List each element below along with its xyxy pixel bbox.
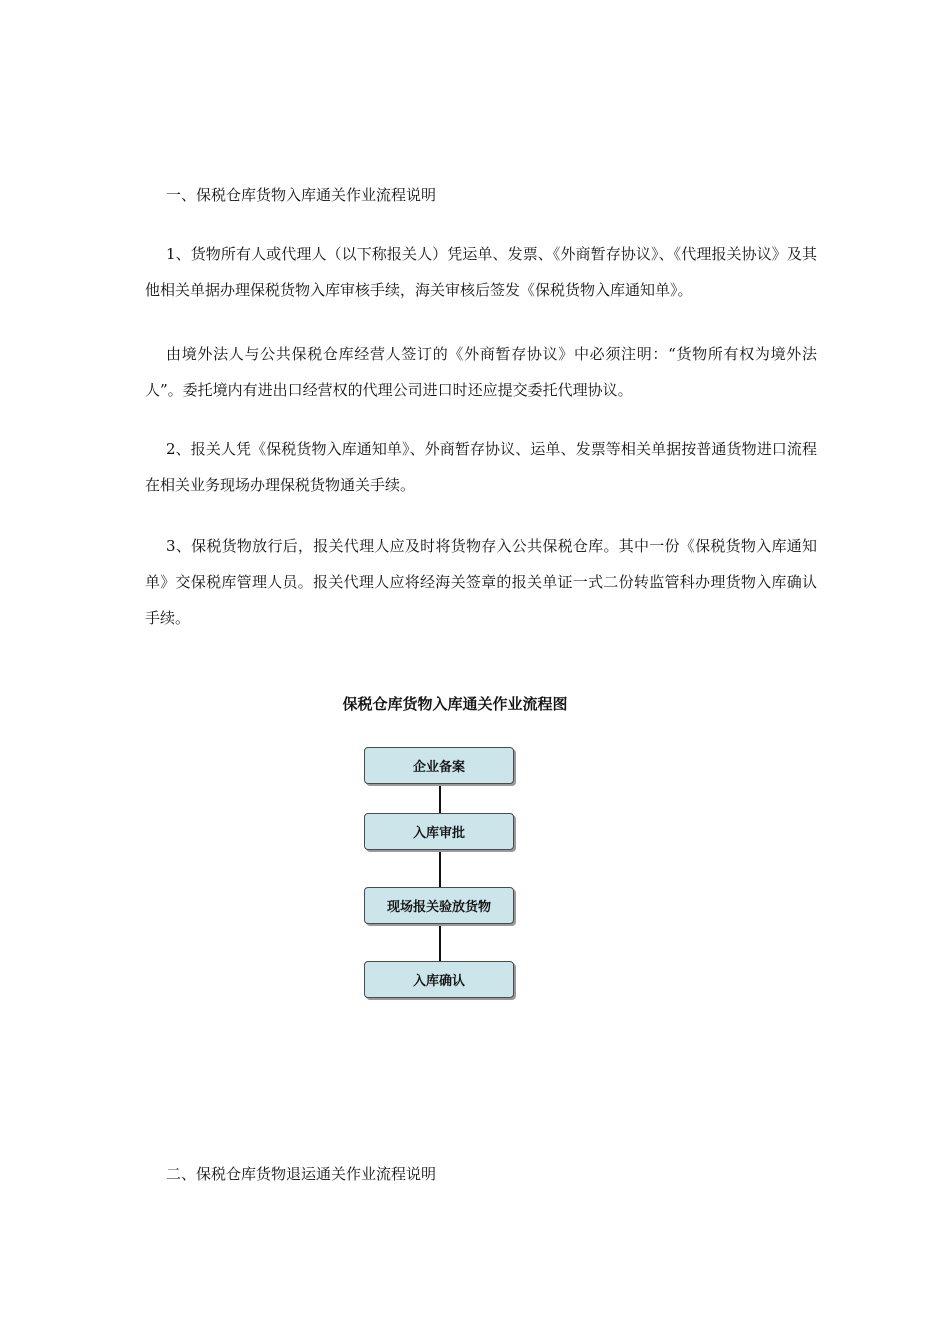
flow-connector: [439, 850, 441, 888]
flow-connector: [439, 784, 441, 814]
paragraph-3: 2、报关人凭《保税货物入库通知单》、外商暂存协议、运单、发票等相关单据按普通货物进口流程在相关业务现场办理保税货物通关手续。: [145, 440, 817, 494]
flowchart-title: 保税仓库货物入库通关作业流程图: [342, 695, 568, 713]
flow-connector: [439, 924, 441, 962]
paragraph-1: 1、货物所有人或代理人（以下称报关人）凭运单、发票、《外商暂存协议》、《代理报关协议》及其他相关单据办理保税货物入库审核手续，海关审核后签发《保税货物入库通知单》。: [145, 245, 817, 299]
flow-step: 企业备案: [364, 747, 514, 784]
paragraph-2: 由境外法人与公共保税仓库经营人签订的《外商暂存协议》中必须注明：“货物所有权为境外法人”。委托境内有进出口经营权的代理公司进口时还应提交委托代理协议。: [145, 345, 817, 399]
flow-step: 入库确认: [364, 961, 514, 998]
flow-step: 现场报关验放货物: [364, 887, 514, 924]
paragraph-4: 3、保税货物放行后，报关代理人应及时将货物存入公共保税仓库。其中一份《保税货物入库通知单》交保税库管理人员。报关代理人应将经海关签章的报关单证一式二份转监管科办理货物入库确认手续。: [145, 537, 817, 627]
section-2-heading: 二、保税仓库货物退运通关作业流程说明: [166, 1165, 437, 1183]
section-1-heading: 一、保税仓库货物入库通关作业流程说明: [166, 186, 437, 204]
flow-step: 入库审批: [364, 813, 514, 850]
